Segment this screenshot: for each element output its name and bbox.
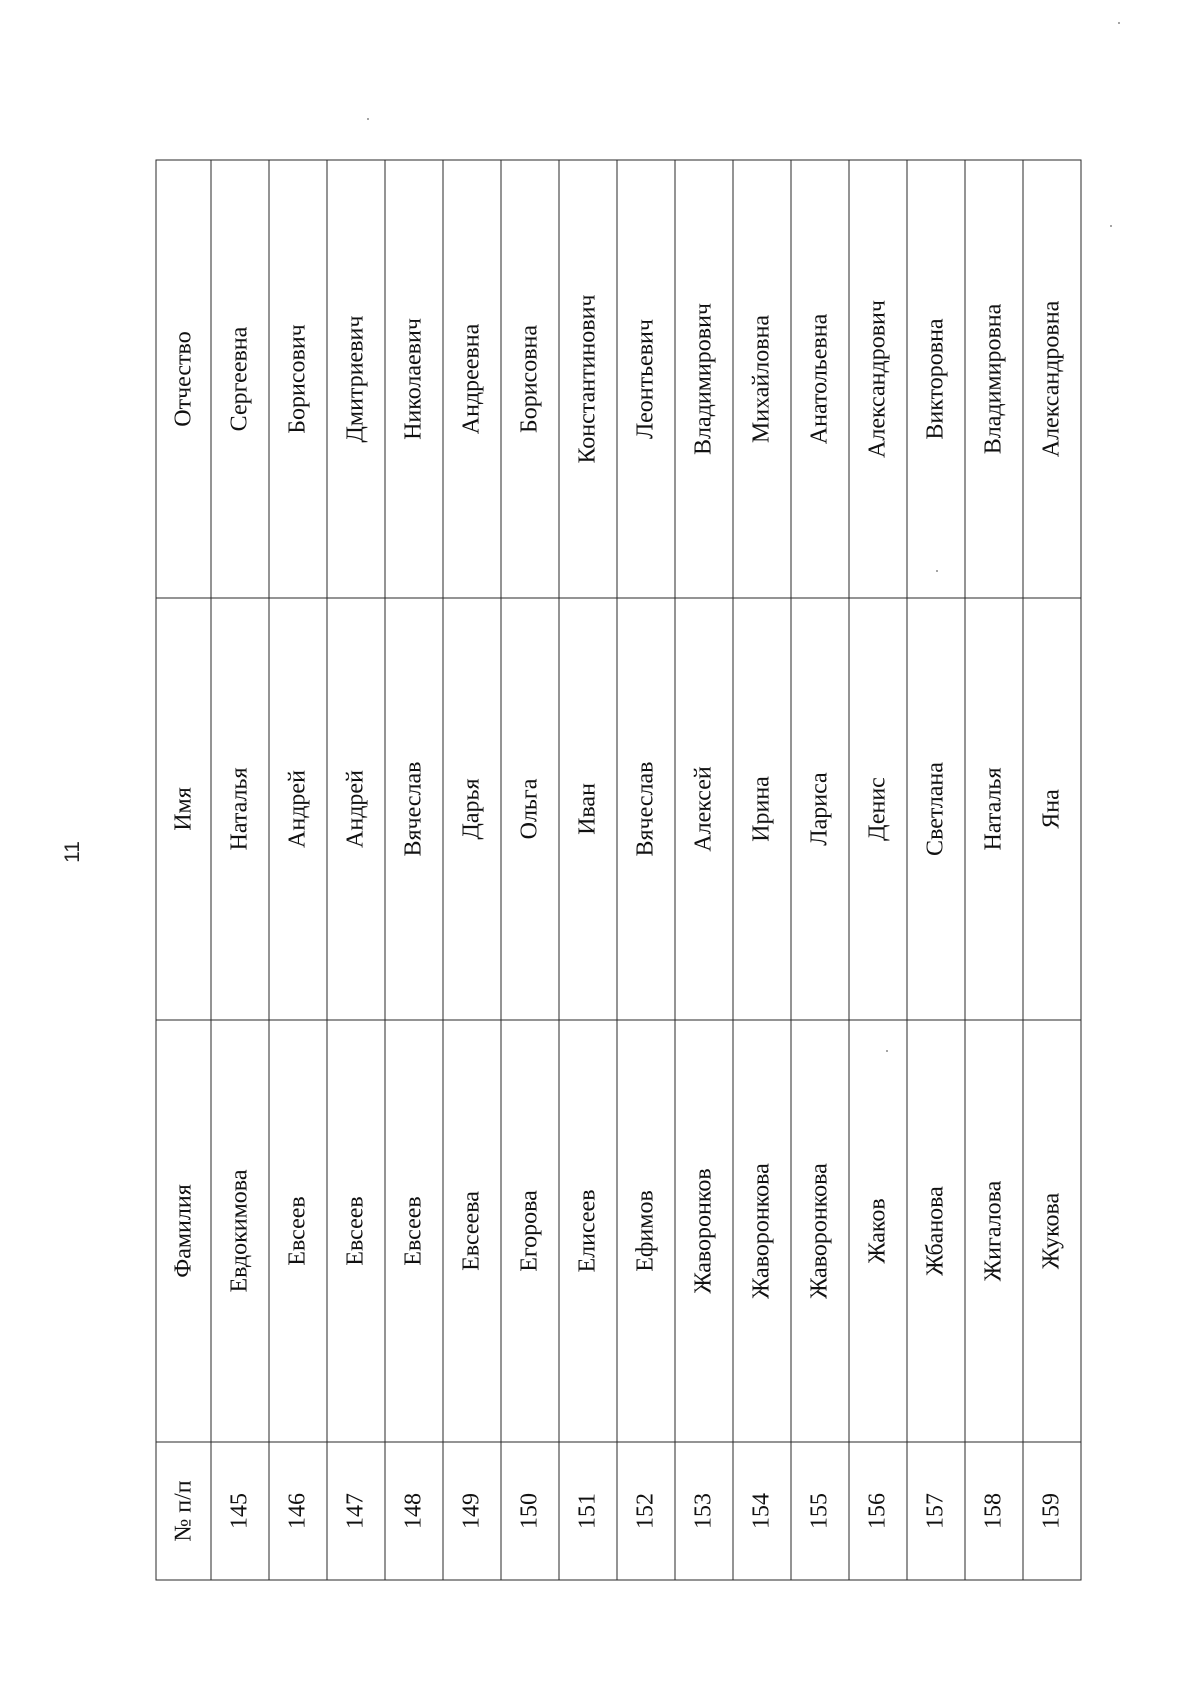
table-body	[211, 160, 1081, 1580]
header-first-name: Имя	[156, 598, 211, 1020]
cell-patronymic: Александровна	[1023, 160, 1081, 598]
table-row	[617, 160, 675, 1580]
table-row	[849, 160, 907, 1580]
cell-number: 152	[617, 1442, 675, 1580]
cell-number: 157	[907, 1442, 965, 1580]
scan-speck	[936, 570, 938, 572]
cell-number: 156	[849, 1442, 907, 1580]
cell-number: 158	[965, 1442, 1023, 1580]
cell-first-name: Ирина	[733, 598, 791, 1020]
table-row	[385, 160, 443, 1580]
cell-number: 146	[269, 1442, 327, 1580]
table-header-row	[156, 160, 211, 1580]
cell-last-name: Евдокимова	[211, 1020, 269, 1442]
cell-number: 145	[211, 1442, 269, 1580]
cell-first-name: Алексей	[675, 598, 733, 1020]
cell-patronymic: Константинович	[559, 160, 617, 598]
table-row	[501, 160, 559, 1580]
cell-number: 148	[385, 1442, 443, 1580]
cell-last-name: Евсеев	[327, 1020, 385, 1442]
table-row	[211, 160, 269, 1580]
header-patronymic: Отчество	[156, 160, 211, 598]
rotated-table-container	[155, 160, 1080, 1580]
cell-last-name: Елисеев	[559, 1020, 617, 1442]
cell-number: 151	[559, 1442, 617, 1580]
table-row	[907, 160, 965, 1580]
roster-table	[155, 159, 1081, 1580]
scan-speck	[1110, 225, 1112, 227]
table-row	[1023, 160, 1081, 1580]
cell-last-name: Жаков	[849, 1020, 907, 1442]
cell-last-name: Жаворонков	[675, 1020, 733, 1442]
cell-last-name: Евсеева	[443, 1020, 501, 1442]
cell-first-name: Ольга	[501, 598, 559, 1020]
table-row	[443, 160, 501, 1580]
cell-patronymic: Николаевич	[385, 160, 443, 598]
cell-number: 149	[443, 1442, 501, 1580]
cell-first-name: Светлана	[907, 598, 965, 1020]
cell-number: 150	[501, 1442, 559, 1580]
cell-number: 147	[327, 1442, 385, 1580]
cell-last-name: Егорова	[501, 1020, 559, 1442]
cell-patronymic: Андреевна	[443, 160, 501, 598]
cell-patronymic: Анатольевна	[791, 160, 849, 598]
scan-speck	[886, 1050, 888, 1052]
cell-patronymic: Владимировна	[965, 160, 1023, 598]
cell-patronymic: Викторовна	[907, 160, 965, 598]
header-number: № п/п	[156, 1442, 211, 1580]
cell-first-name: Иван	[559, 598, 617, 1020]
table-row	[675, 160, 733, 1580]
cell-last-name: Жбанова	[907, 1020, 965, 1442]
cell-last-name: Евсеев	[385, 1020, 443, 1442]
table-row	[327, 160, 385, 1580]
cell-first-name: Вячеслав	[385, 598, 443, 1020]
cell-patronymic: Леонтьевич	[617, 160, 675, 598]
cell-number: 159	[1023, 1442, 1081, 1580]
table-row	[559, 160, 617, 1580]
cell-patronymic: Борисовна	[501, 160, 559, 598]
cell-number: 153	[675, 1442, 733, 1580]
cell-patronymic: Сергеевна	[211, 160, 269, 598]
cell-last-name: Жаворонкова	[733, 1020, 791, 1442]
cell-first-name: Наталья	[965, 598, 1023, 1020]
table-row	[269, 160, 327, 1580]
cell-patronymic: Владимирович	[675, 160, 733, 598]
cell-number: 155	[791, 1442, 849, 1580]
cell-last-name: Жукова	[1023, 1020, 1081, 1442]
cell-first-name: Дарья	[443, 598, 501, 1020]
scan-speck	[367, 118, 369, 120]
cell-patronymic: Михайловна	[733, 160, 791, 598]
cell-first-name: Андрей	[269, 598, 327, 1020]
cell-last-name: Ефимов	[617, 1020, 675, 1442]
cell-patronymic: Борисович	[269, 160, 327, 598]
table-row	[791, 160, 849, 1580]
scan-speck	[1118, 22, 1120, 24]
cell-first-name: Наталья	[211, 598, 269, 1020]
cell-first-name: Денис	[849, 598, 907, 1020]
cell-patronymic: Дмитриевич	[327, 160, 385, 598]
cell-last-name: Жаворонкова	[791, 1020, 849, 1442]
cell-last-name: Жигалова	[965, 1020, 1023, 1442]
cell-last-name: Евсеев	[269, 1020, 327, 1442]
cell-first-name: Андрей	[327, 598, 385, 1020]
cell-first-name: Яна	[1023, 598, 1081, 1020]
table-row	[733, 160, 791, 1580]
cell-patronymic: Александрович	[849, 160, 907, 598]
page-number: 11	[61, 841, 84, 863]
cell-first-name: Лариса	[791, 598, 849, 1020]
cell-first-name: Вячеслав	[617, 598, 675, 1020]
cell-number: 154	[733, 1442, 791, 1580]
header-last-name: Фамилия	[156, 1020, 211, 1442]
table-row	[965, 160, 1023, 1580]
